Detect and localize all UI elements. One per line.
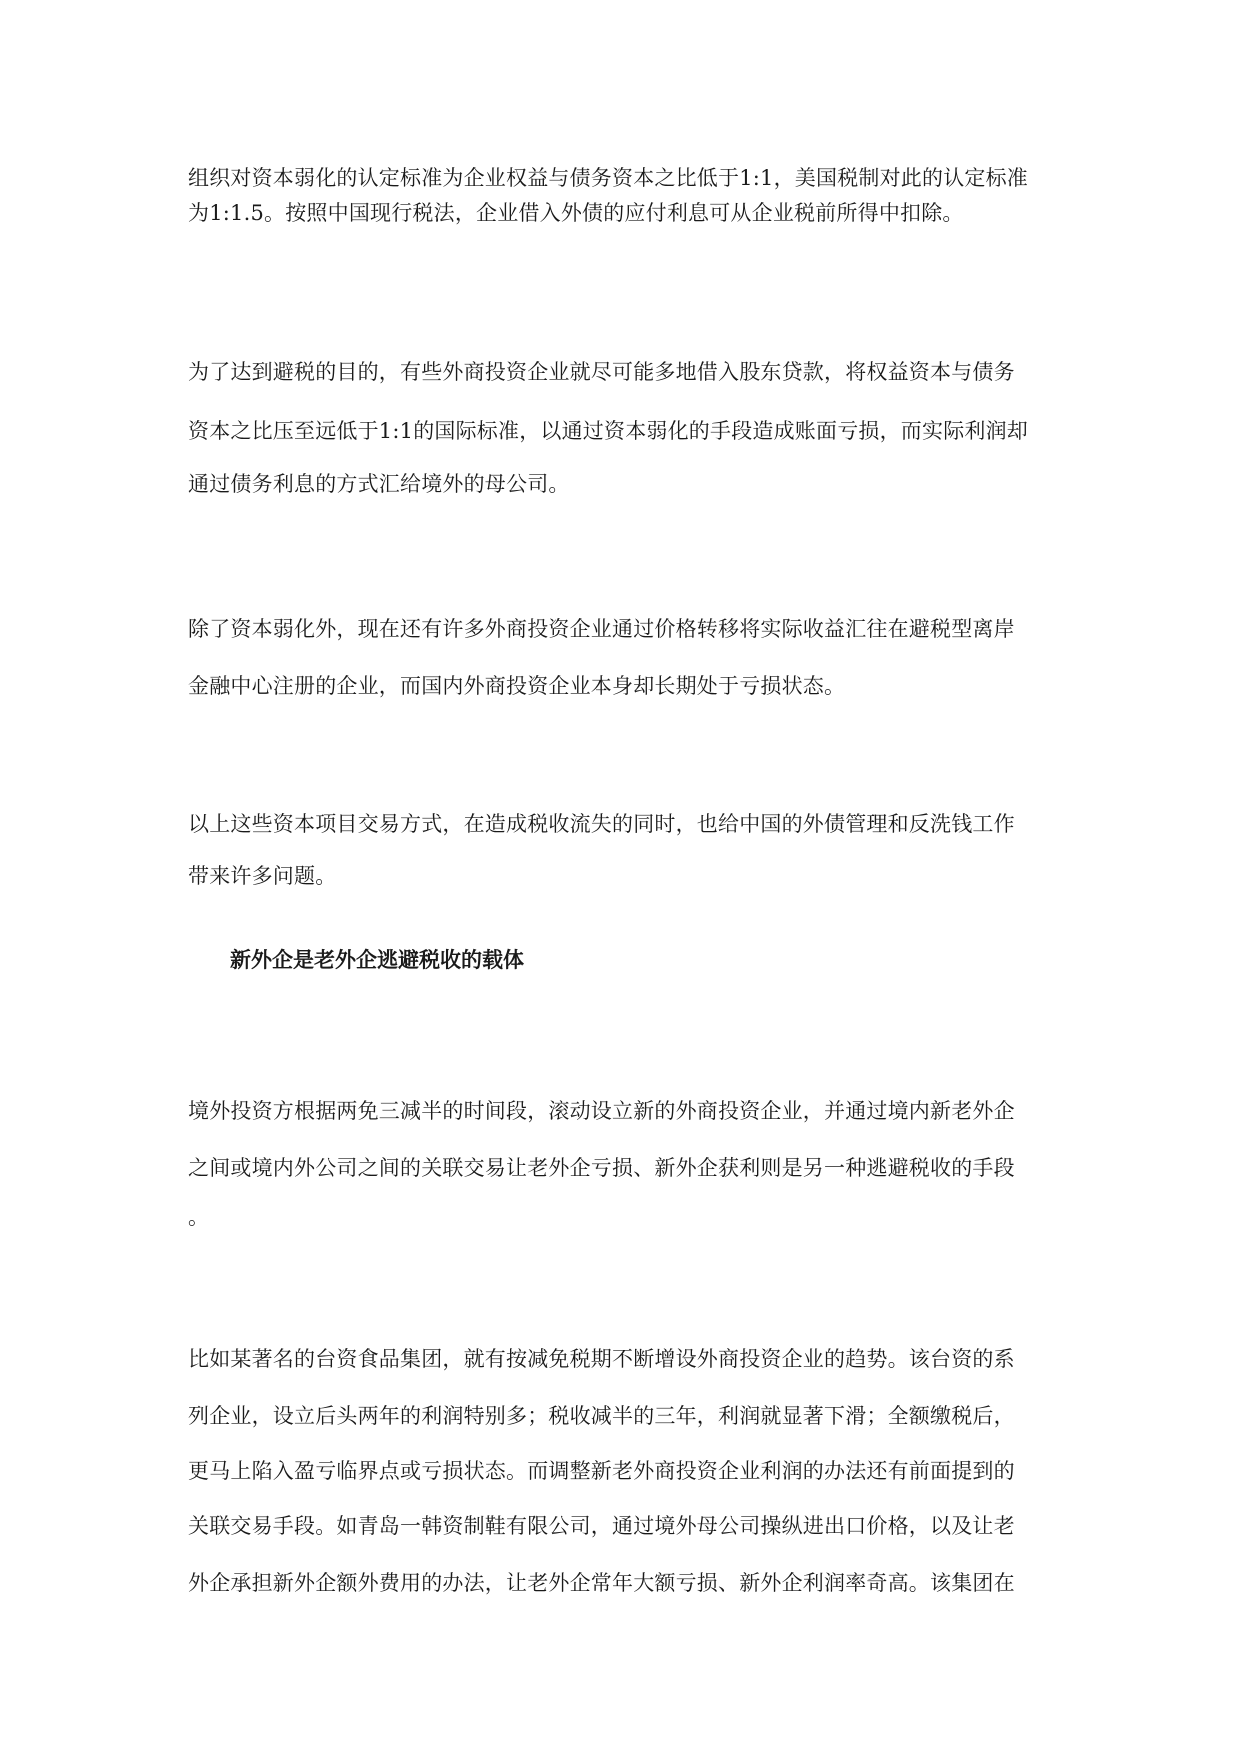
- paragraph-line: 为了达到避税的目的，有些外商投资企业就尽可能多地借入股东贷款，将权益资本与债务: [188, 360, 1015, 384]
- paragraph-line: 组织对资本弱化的认定标准为企业权益与债务资本之比低于1:1，美国税制对此的认定标准: [188, 166, 1028, 190]
- section-heading: 新外企是老外企逃避税收的载体: [230, 948, 524, 972]
- paragraph-line: 资本之比压至远低于1:1的国际标准，以通过资本弱化的手段造成账面亏损，而实际利润却: [188, 419, 1028, 443]
- paragraph-line: 外企承担新外企额外费用的办法，让老外企常年大额亏损、新外企利润率奇高。该集团在: [188, 1571, 1015, 1595]
- paragraph-line: 列企业，设立后头两年的利润特别多；税收减半的三年，利润就显著下滑；全额缴税后，: [188, 1404, 1015, 1428]
- paragraph-line: 金融中心注册的企业，而国内外商投资企业本身却长期处于亏损状态。: [188, 674, 846, 698]
- paragraph-line: 之间或境内外公司之间的关联交易让老外企亏损、新外企获利则是另一种逃避税收的手段: [188, 1156, 1015, 1180]
- paragraph-line: 比如某著名的台资食品集团，就有按减免税期不断增设外商投资企业的趋势。该台资的系: [188, 1347, 1015, 1371]
- paragraph-line: 为1:1.5。按照中国现行税法，企业借入外债的应付利息可从企业税前所得中扣除。: [188, 201, 964, 225]
- paragraph-line: 带来许多问题。: [188, 864, 337, 888]
- paragraph-line: 关联交易手段。如青岛一韩资制鞋有限公司，通过境外母公司操纵进出口价格，以及让老: [188, 1514, 1015, 1538]
- paragraph-line: 以上这些资本项目交易方式，在造成税收流失的同时，也给中国的外债管理和反洗钱工作: [188, 812, 1015, 836]
- paragraph-line: 除了资本弱化外，现在还有许多外商投资企业通过价格转移将实际收益汇往在避税型离岸: [188, 617, 1015, 641]
- paragraph-line: 。: [188, 1205, 210, 1229]
- paragraph-line: 境外投资方根据两免三减半的时间段，滚动设立新的外商投资企业，并通过境内新老外企: [188, 1099, 1015, 1123]
- paragraph-line: 通过债务利息的方式汇给境外的母公司。: [188, 472, 570, 496]
- paragraph-line: 更马上陷入盈亏临界点或亏损状态。而调整新老外商投资企业利润的办法还有前面提到的: [188, 1459, 1015, 1483]
